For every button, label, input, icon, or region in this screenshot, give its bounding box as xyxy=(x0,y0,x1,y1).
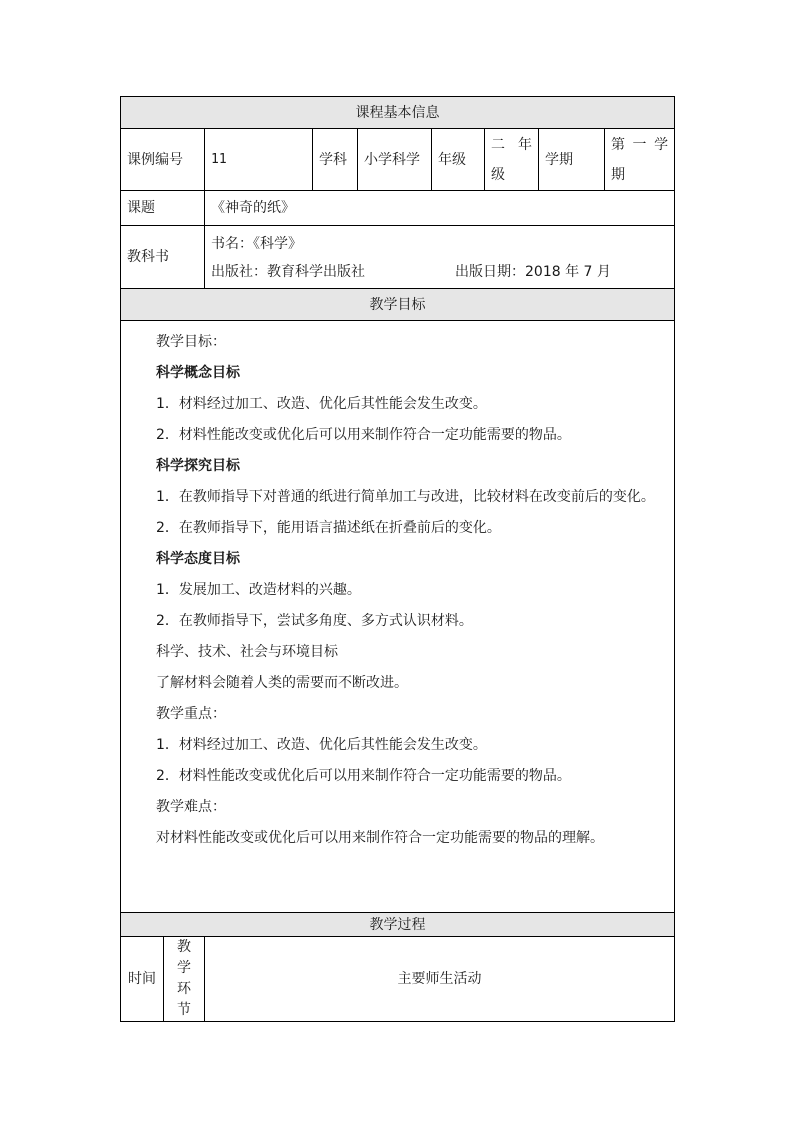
topic-label: 课题 xyxy=(121,191,205,226)
term-label: 学期 xyxy=(539,129,605,191)
basic-info-header: 课程基本信息 xyxy=(121,97,675,129)
objective-heading: 科学概念目标 xyxy=(156,365,240,381)
objective-line: 1．材料经过加工、改造、优化后其性能会发生改变。 xyxy=(156,396,487,412)
publisher: 出版社：教育科学出版社 xyxy=(211,264,365,280)
subject-label: 学科 xyxy=(313,129,358,191)
objective-line: 科学、技术、社会与环境目标 xyxy=(156,644,338,660)
term-value-char: 第 xyxy=(611,137,625,153)
objective-line: 了解材料会随着人类的需要而不断改进。 xyxy=(156,675,408,691)
objective-line: 1．在教师指导下对普通的纸进行简单加工与改进，比较材料在改变前后的变化。 xyxy=(156,489,655,505)
grade-value xyxy=(485,129,539,191)
book-name: 书名：《科学》 xyxy=(211,236,302,252)
stage-label-char: 教 xyxy=(177,939,191,955)
textbook-label: 教科书 xyxy=(121,226,205,289)
grade-value-line2: 级 xyxy=(491,167,505,183)
stage-label xyxy=(164,937,205,1022)
activity-label: 主要师生活动 xyxy=(205,937,675,1022)
objective-line: 2．在教师指导下，尝试多角度、多方式认识材料。 xyxy=(156,613,473,629)
process-header: 教学过程 xyxy=(121,913,675,937)
grade-value-char: 二 xyxy=(491,137,505,153)
subject-value: 小学科学 xyxy=(358,129,432,191)
case-no-label: 课例编号 xyxy=(121,129,205,191)
term-value-line1 xyxy=(611,130,668,160)
time-label: 时间 xyxy=(121,937,164,1022)
objectives-body xyxy=(121,321,675,913)
textbook-details xyxy=(205,226,675,289)
case-no-value: 11 xyxy=(205,129,313,191)
term-value-char: 一 xyxy=(632,137,647,153)
stage-label-char: 节 xyxy=(177,1002,191,1018)
objective-line: 教学目标： xyxy=(156,334,226,350)
objective-line: 1．材料经过加工、改造、优化后其性能会发生改变。 xyxy=(156,737,487,753)
term-value xyxy=(605,129,675,191)
objective-line: 教学难点： xyxy=(156,799,226,815)
stage-label-char: 环 xyxy=(177,981,191,997)
objective-line: 1．发展加工、改造材料的兴趣。 xyxy=(156,582,361,598)
publisher-line xyxy=(211,258,668,286)
grade-value-line1 xyxy=(491,130,532,160)
objective-line: 2．材料性能改变或优化后可以用来制作符合一定功能需要的物品。 xyxy=(156,768,571,784)
objective-heading: 科学态度目标 xyxy=(156,551,240,567)
publish-date: 出版日期：2018 年 7 月 xyxy=(455,264,611,280)
term-value-char: 学 xyxy=(654,137,669,153)
term-value-line2: 期 xyxy=(611,167,625,183)
grade-label: 年级 xyxy=(432,129,485,191)
objective-line: 教学重点： xyxy=(156,706,226,722)
lesson-plan-table xyxy=(120,96,675,1022)
grade-value-char: 年 xyxy=(518,137,532,153)
objective-heading: 科学探究目标 xyxy=(156,458,240,474)
objective-line: 2．材料性能改变或优化后可以用来制作符合一定功能需要的物品。 xyxy=(156,427,571,443)
topic-value: 《神奇的纸》 xyxy=(205,191,675,226)
objective-line: 2．在教师指导下，能用语言描述纸在折叠前后的变化。 xyxy=(156,520,501,536)
objectives-header: 教学目标 xyxy=(121,289,675,321)
stage-label-char: 学 xyxy=(177,960,191,976)
objective-line: 对材料性能改变或优化后可以用来制作符合一定功能需要的物品的理解。 xyxy=(156,830,604,846)
